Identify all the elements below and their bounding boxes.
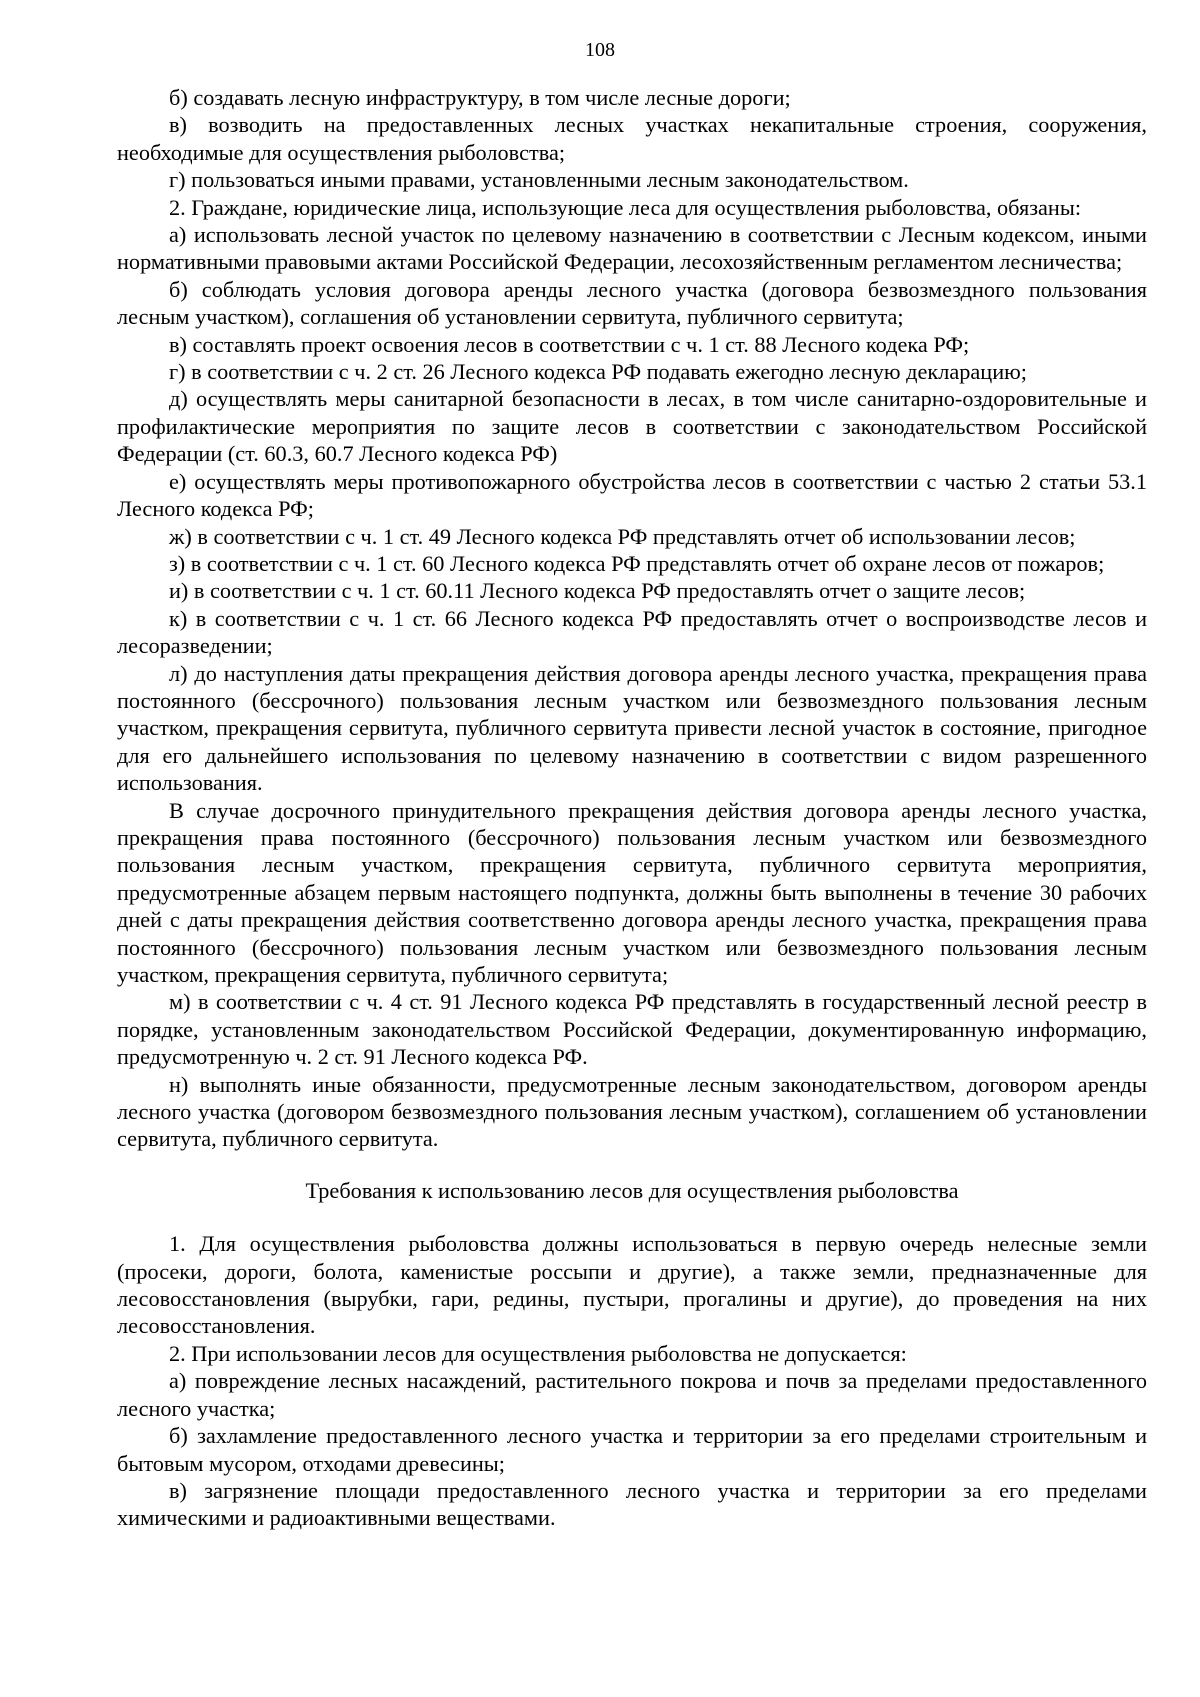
paragraph: и) в соответствии с ч. 1 ст. 60.11 Лесного кодекса РФ предоставлять отчет о защите лесов;: [169, 578, 1026, 604]
paragraph: б) соблюдать условия договора аренды лесного участка (договора безвозмездного пользования лесным участком), соглашения об установлении сервитута, публичного сервитута;: [117, 276, 1147, 330]
paragraph: б) создавать лесную инфраструктуру, в том числе лесные дороги;: [169, 85, 791, 110]
paragraph: г) пользоваться иными правами, установленными лесным законодательством.: [169, 167, 909, 193]
document-body: [117, 84, 1147, 1532]
page-number: 108: [585, 39, 615, 61]
paragraph: б) захламление предоставленного лесного участка и территории за его пределами строительным и бытовым мусором, отходами древесины;: [117, 1423, 1147, 1476]
paragraph: к) в соответствии с ч. 1 ст. 66 Лесного кодекса РФ предоставлять отчет о воспроизводстве лесов и лесоразведении;: [117, 605, 1147, 659]
paragraph: 2. Граждане, юридические лица, использующие леса для осуществления рыболовства, обязаны:: [169, 194, 1082, 220]
paragraph: в) загрязнение площади предоставленного лесного участка и территории за его пределами химическими и радиоактивными веществами.: [117, 1477, 1147, 1531]
paragraph: ж) в соответствии с ч. 1 ст. 49 Лесного кодекса РФ представлять отчет об использовании лесов;: [169, 523, 1076, 549]
paragraph: в) составлять проект освоения лесов в соответствии с ч. 1 ст. 88 Лесного кодека РФ;: [169, 331, 970, 357]
paragraph: д) осуществлять меры санитарной безопасности в лесах, в том числе санитарно-оздоровительные и профилактические мероприятия по защите лесов в соответствии с законодательством Российской Федерации (ст. 60.3, 60.7 Лесного кодекса РФ): [117, 386, 1147, 467]
paragraph: е) осуществлять меры противопожарного обустройства лесов в соответствии с частью 2 статьи 53.1 Лесного кодекса РФ;: [117, 468, 1147, 522]
paragraph: л) до наступления даты прекращения действия договора аренды лесного участка, прекращения права постоянного (бессрочного) пользования лесным участком или безвозмездного пользования лесным участком, прекращения сервитута, публичного сервитута привести лесной участок в состояние, пригодное для его дальнейшего использования по целевому назначению в соответствии с видом разрешенного использования.: [117, 660, 1147, 796]
paragraph: 1. Для осуществления рыболовства должны использоваться в первую очередь нелесные земли (просеки, дороги, болота, каменистые россыпи и другие), а также земли, предназначенные для лесовосстановления (вырубки, гари, редины, пустыри, прогалины и другие), до проведения на них лесовосстановления.: [117, 1231, 1147, 1339]
paragraph: з) в соответствии с ч. 1 ст. 60 Лесного кодекса РФ представлять отчет об охране лесов от пожаров;: [169, 550, 1105, 576]
section-heading: Требования к использованию лесов для осуществления рыболовства: [305, 1177, 959, 1203]
paragraph: 2. При использовании лесов для осуществления рыболовства не допускается:: [169, 1340, 907, 1366]
paragraph: а) использовать лесной участок по целевому назначению в соответствии с Лесным кодексом, иными нормативными правовыми актами Российской Федерации, лесохозяйственным регламентом лесничества;: [117, 222, 1147, 275]
paragraph: м) в соответствии с ч. 4 ст. 91 Лесного кодекса РФ представлять в государственный лесной реестр в порядке, установленным законодательством Российской Федерации, документированную информацию, предусмотренную ч. 2 ст. 91 Лесного кодекса РФ.: [117, 989, 1147, 1070]
paragraph: г) в соответствии с ч. 2 ст. 26 Лесного кодекса РФ подавать ежегодно лесную декларацию;: [169, 359, 1027, 385]
paragraph: а) повреждение лесных насаждений, растительного покрова и почв за пределами предоставленного лесного участка;: [117, 1368, 1147, 1421]
paragraph: В случае досрочного принудительного прекращения действия договора аренды лесного участка, прекращения права постоянного (бессрочного) пользования лесным участком или безвозмездного пользования лесным участком, прекращения сервитута, публичного сервитута мероприятия, предусмотренные абзацем первым настоящего подпункта, должны быть выполнены в течение 30 рабочих дней с даты прекращения действия соответственно договора аренды лесного участка, прекращения права постоянного (бессрочного) пользования лесным участком или безвозмездного пользования лесным участком, прекращения сервитута, публичного сервитута;: [117, 797, 1147, 987]
paragraph: в) возводить на предоставленных лесных участках некапитальные строения, сооружения, необходимые для осуществления рыболовства;: [117, 112, 1147, 165]
paragraph: н) выполнять иные обязанности, предусмотренные лесным законодательством, договором аренды лесного участка (договором безвозмездного пользования лесным участком), соглашением об установлении сервитута, публичного сервитута.: [117, 1071, 1147, 1152]
